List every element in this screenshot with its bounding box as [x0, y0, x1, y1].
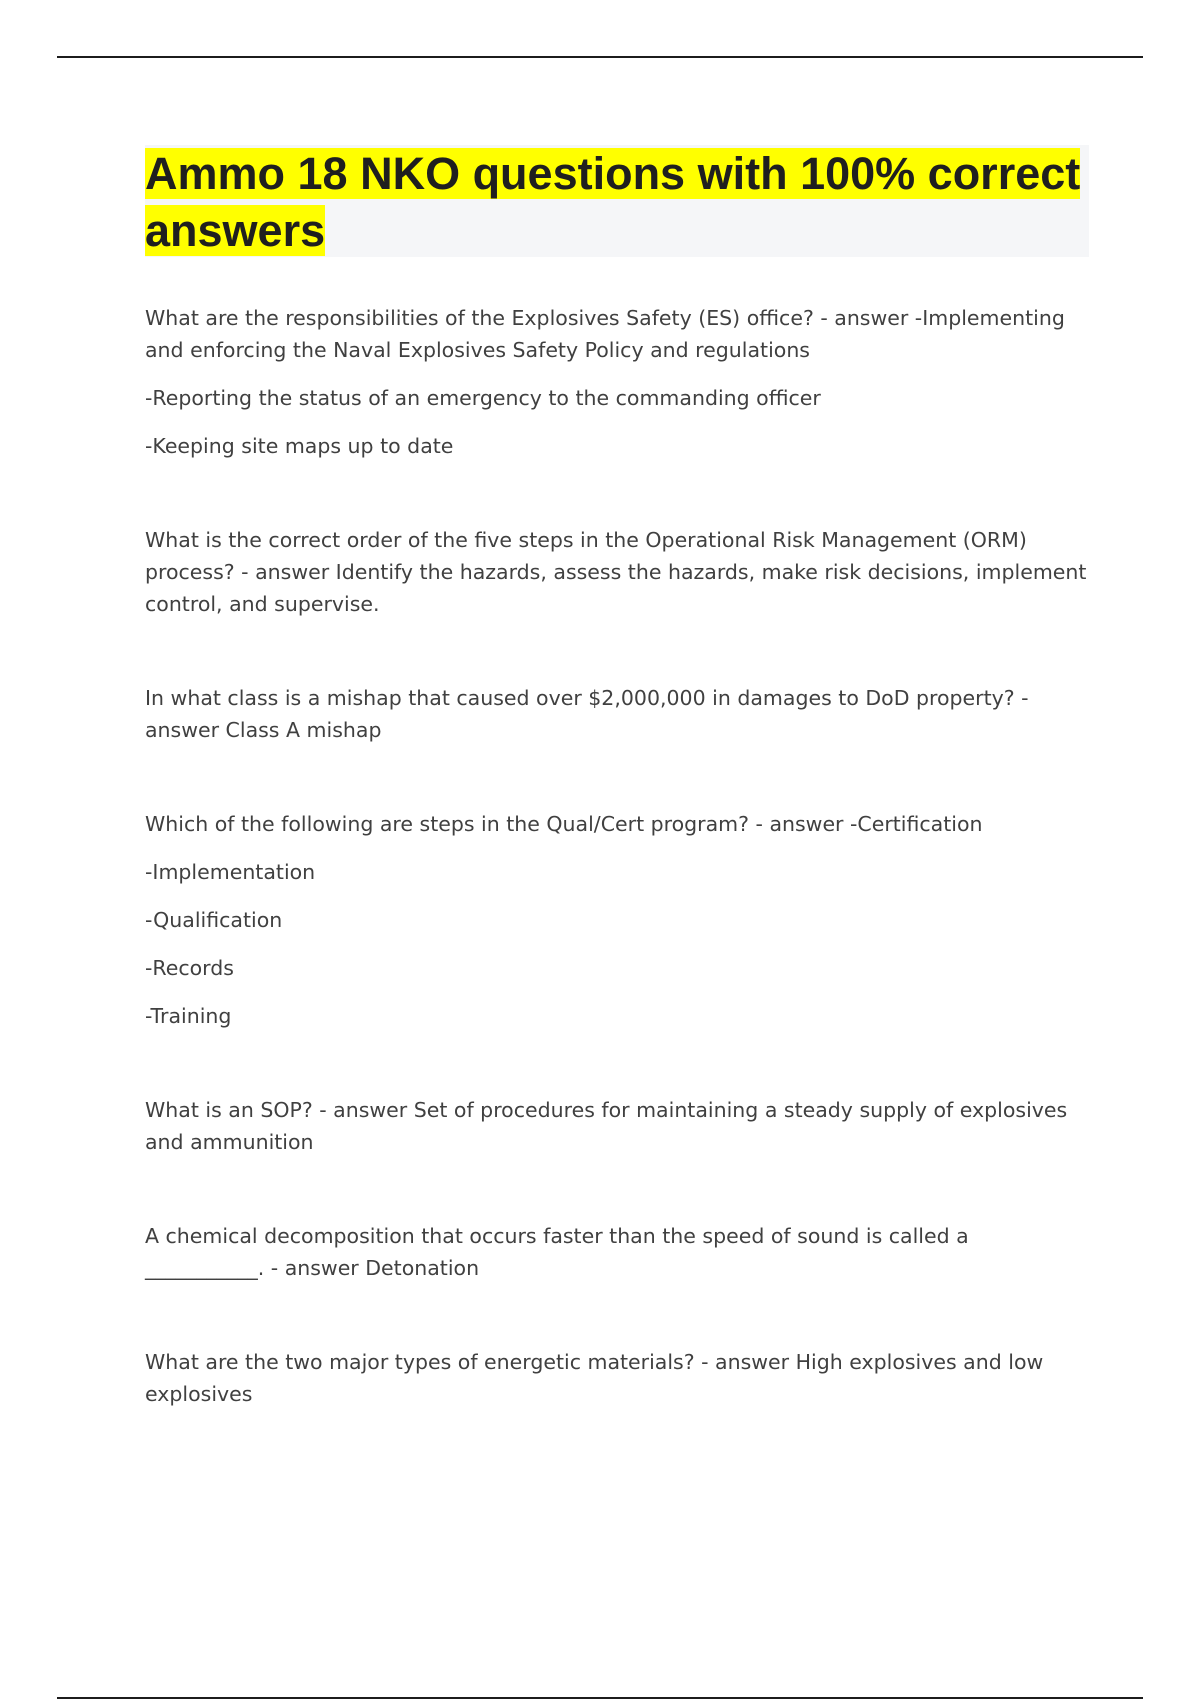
- bottom-rule: [57, 1697, 1143, 1699]
- qa-line: What are the responsibilities of the Explosives Safety (ES) office? - answer -Implementing and enforcing the Naval Explosives Safety Policy and regulations: [145, 306, 1065, 362]
- qa-item-sop: [145, 1094, 1090, 1158]
- title-highlight: Ammo 18 NKO questions with 100% correct answers: [145, 148, 1081, 256]
- document-body: [145, 302, 1090, 1472]
- qa-item-mishap-class: [145, 682, 1090, 746]
- qa-line: A chemical decomposition that occurs faster than the speed of sound is called a ___________. - answer Detonation: [145, 1224, 969, 1280]
- title-band: [145, 145, 1089, 257]
- qa-line: -Qualification: [145, 908, 283, 932]
- qa-line: -Training: [145, 1004, 232, 1028]
- qa-line: What are the two major types of energetic materials? - answer High explosives and low explosives: [145, 1350, 1044, 1406]
- qa-line: -Records: [145, 956, 234, 980]
- qa-line: Which of the following are steps in the Qual/Cert program? - answer -Certification: [145, 812, 983, 836]
- qa-line: -Implementation: [145, 860, 316, 884]
- qa-item-detonation: [145, 1220, 1090, 1284]
- qa-item-energetic-materials: [145, 1346, 1090, 1410]
- qa-line: What is an SOP? - answer Set of procedures for maintaining a steady supply of explosives and ammunition: [145, 1098, 1068, 1154]
- qa-line: -Reporting the status of an emergency to the commanding officer: [145, 386, 821, 410]
- qa-line: In what class is a mishap that caused over $2,000,000 in damages to DoD property? - answer Class A mishap: [145, 686, 1029, 742]
- qa-item-qual-cert: [145, 808, 1090, 1032]
- qa-item-es-office: [145, 302, 1090, 462]
- top-rule: [57, 56, 1143, 58]
- qa-line: What is the correct order of the five steps in the Operational Risk Management (ORM) process? - answer Identify the hazards, assess the hazards, make risk decisions, implement control, and supervise.: [145, 528, 1087, 616]
- page-title: [145, 145, 1089, 259]
- qa-item-orm-steps: [145, 524, 1090, 620]
- qa-line: -Keeping site maps up to date: [145, 434, 454, 458]
